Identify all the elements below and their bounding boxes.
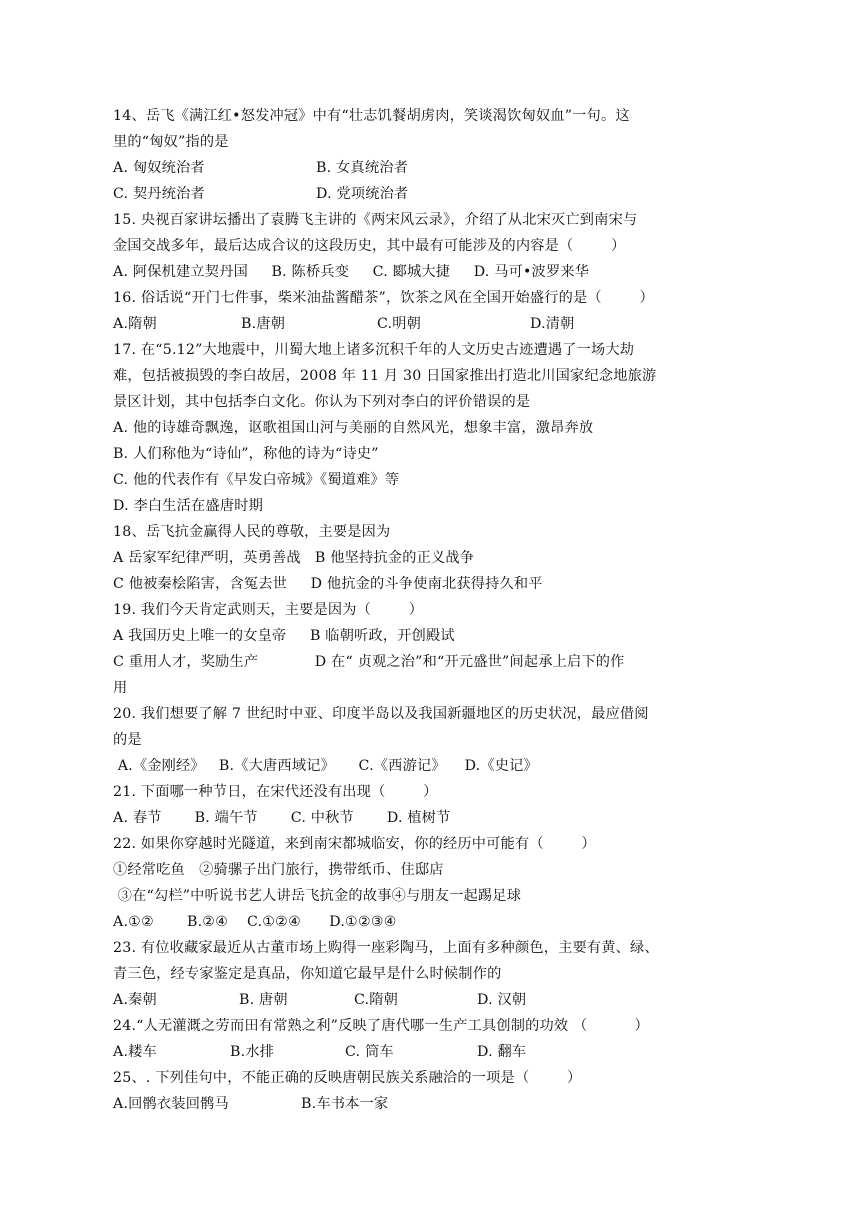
q20-stem-line-1: 20. 我们想要了解 7 世纪时中亚、印度半岛以及我国新疆地区的历史状况，最应借阅 — [113, 706, 649, 722]
q22-options: A.①② B.②④ C.①②④ D.①②③④ — [113, 914, 397, 930]
q14-stem-line-1: 14、岳飞《满江红•怒发冲冠》中有“壮志饥餐胡虏肉，笑谈渴饮匈奴血”一句。这 — [113, 108, 630, 124]
q14-stem-line-2: 里的“匈奴”指的是 — [113, 134, 229, 150]
q23-option-c: C.隋朝 — [354, 992, 399, 1008]
q18-options-cd: C 他被秦桧陷害，含冤去世 D 他抗金的斗争使南北获得持久和平 — [113, 576, 543, 592]
q23-option-a: A.秦朝 — [113, 992, 157, 1008]
q19-options-ab: A 我国历史上唯一的女皇帝 B 临朝听政，开创殿试 — [113, 628, 455, 644]
q25-stem: 25、. 下列佳句中，不能正确的反映唐朝民族关系融洽的一项是（ ） — [113, 1070, 582, 1086]
q21-options: A. 春节 B. 端午节 C. 中秋节 D. 植树节 — [113, 810, 451, 826]
q17-option-c: C. 他的代表作有《早发白帝城》《蜀道难》等 — [113, 472, 400, 488]
q17-stem-line-2: 难，包括被损毁的李白故居，2008 年 11 月 30 日国家推出打造北川国家纪念地旅游 — [113, 368, 657, 384]
q23-stem-line-1: 23. 有位收藏家最近从古董市场上购得一座彩陶马，上面有多种颜色，主要有黄、绿、 — [113, 940, 659, 956]
q23-option-d: D. 汉朝 — [477, 992, 527, 1008]
q20-stem-line-2: 的是 — [113, 732, 142, 748]
q17-option-a: A. 他的诗雄奇飘逸，讴歌祖国山河与美丽的自然风光，想象丰富，激昂奔放 — [113, 420, 594, 436]
q19-stem: 19. 我们今天肯定武则天，主要是因为（ ） — [113, 602, 424, 618]
q14-option-d: D. 党项统治者 — [316, 186, 409, 202]
q15-options: A. 阿保机建立契丹国 B. 陈桥兵变 C. 郾城大捷 D. 马可•波罗来华 — [113, 264, 590, 280]
q16-option-d: D.清朝 — [530, 316, 575, 332]
q16-option-c: C.明朝 — [377, 316, 422, 332]
q25-option-b: B.车书本一家 — [301, 1096, 389, 1112]
q22-stem: 22. 如果你穿越时光隧道，来到南宋都城临安，你的经历中可能有（ ） — [113, 836, 596, 852]
q20-options: A.《金刚经》 B.《大唐西域记》 C.《西游记》 D.《史记》 — [113, 758, 538, 774]
q24-option-c: C. 筒车 — [345, 1044, 394, 1060]
q22-item-3-4: ③在“勾栏”中听说书艺人讲岳飞抗金的故事④与朋友一起踢足球 — [113, 888, 522, 904]
q16-option-b: B.唐朝 — [241, 316, 286, 332]
q19-options-cd-wrap: 用 — [113, 680, 128, 696]
q25-option-a: A.回鹘衣装回鹘马 — [113, 1096, 229, 1112]
q19-options-cd: C 重用人才，奖励生产 D 在“ 贞观之治”和“开元盛世”间起承上启下的作 — [113, 654, 625, 670]
q17-stem-line-1: 17. 在“5.12”大地震中，川蜀大地上诸多沉积千年的人文历史古迹遭遇了一场大劫 — [113, 342, 635, 358]
q14-option-c: C. 契丹统治者 — [113, 186, 205, 202]
q17-option-d: D. 李白生活在盛唐时期 — [113, 498, 263, 514]
q24-stem: 24.“人无灌溉之劳而田有常熟之利”反映了唐代哪一生产工具创制的功效 （ ） — [113, 1018, 649, 1034]
q21-stem: 21. 下面哪一种节日，在宋代还没有出现（ ） — [113, 784, 438, 800]
q17-stem-line-3: 景区计划，其中包括李白文化。你认为下列对李白的评价错误的是 — [113, 394, 531, 410]
q16-stem: 16. 俗话说“开门七件事，柴米油盐酱醋茶”，饮茶之风在全国开始盛行的是（ ） — [113, 290, 654, 306]
q14-option-a: A. 匈奴统治者 — [113, 160, 205, 176]
q22-item-1-2: ①经常吃鱼 ②骑骡子出门旅行，携带纸币、住邸店 — [113, 862, 444, 878]
q17-option-b: B. 人们称他为“诗仙”，称他的诗为“诗史” — [113, 446, 379, 462]
q24-option-d: D. 翻车 — [477, 1044, 527, 1060]
q24-option-b: B.水排 — [230, 1044, 275, 1060]
q16-option-a: A.隋朝 — [113, 316, 157, 332]
q18-stem: 18、岳飞抗金赢得人民的尊敬，主要是因为 — [113, 524, 391, 540]
q15-stem-line-2: 金国交战多年，最后达成合议的这段历史，其中最有可能涉及的内容是（ ） — [113, 238, 626, 254]
q23-stem-line-2: 青三色，经专家鉴定是真品，你知道它最早是什么时候制作的 — [113, 966, 502, 982]
q15-stem-line-1: 15. 央视百家讲坛播出了袁腾飞主讲的《两宋风云录》，介绍了从北宋灭亡到南宋与 — [113, 212, 638, 228]
q14-option-b: B. 女真统治者 — [316, 160, 408, 176]
q24-option-a: A.耧车 — [113, 1044, 157, 1060]
q18-options-ab: A 岳家军纪律严明，英勇善战 B 他坚持抗金的正义战争 — [113, 550, 475, 566]
q23-option-b: B. 唐朝 — [239, 992, 288, 1008]
